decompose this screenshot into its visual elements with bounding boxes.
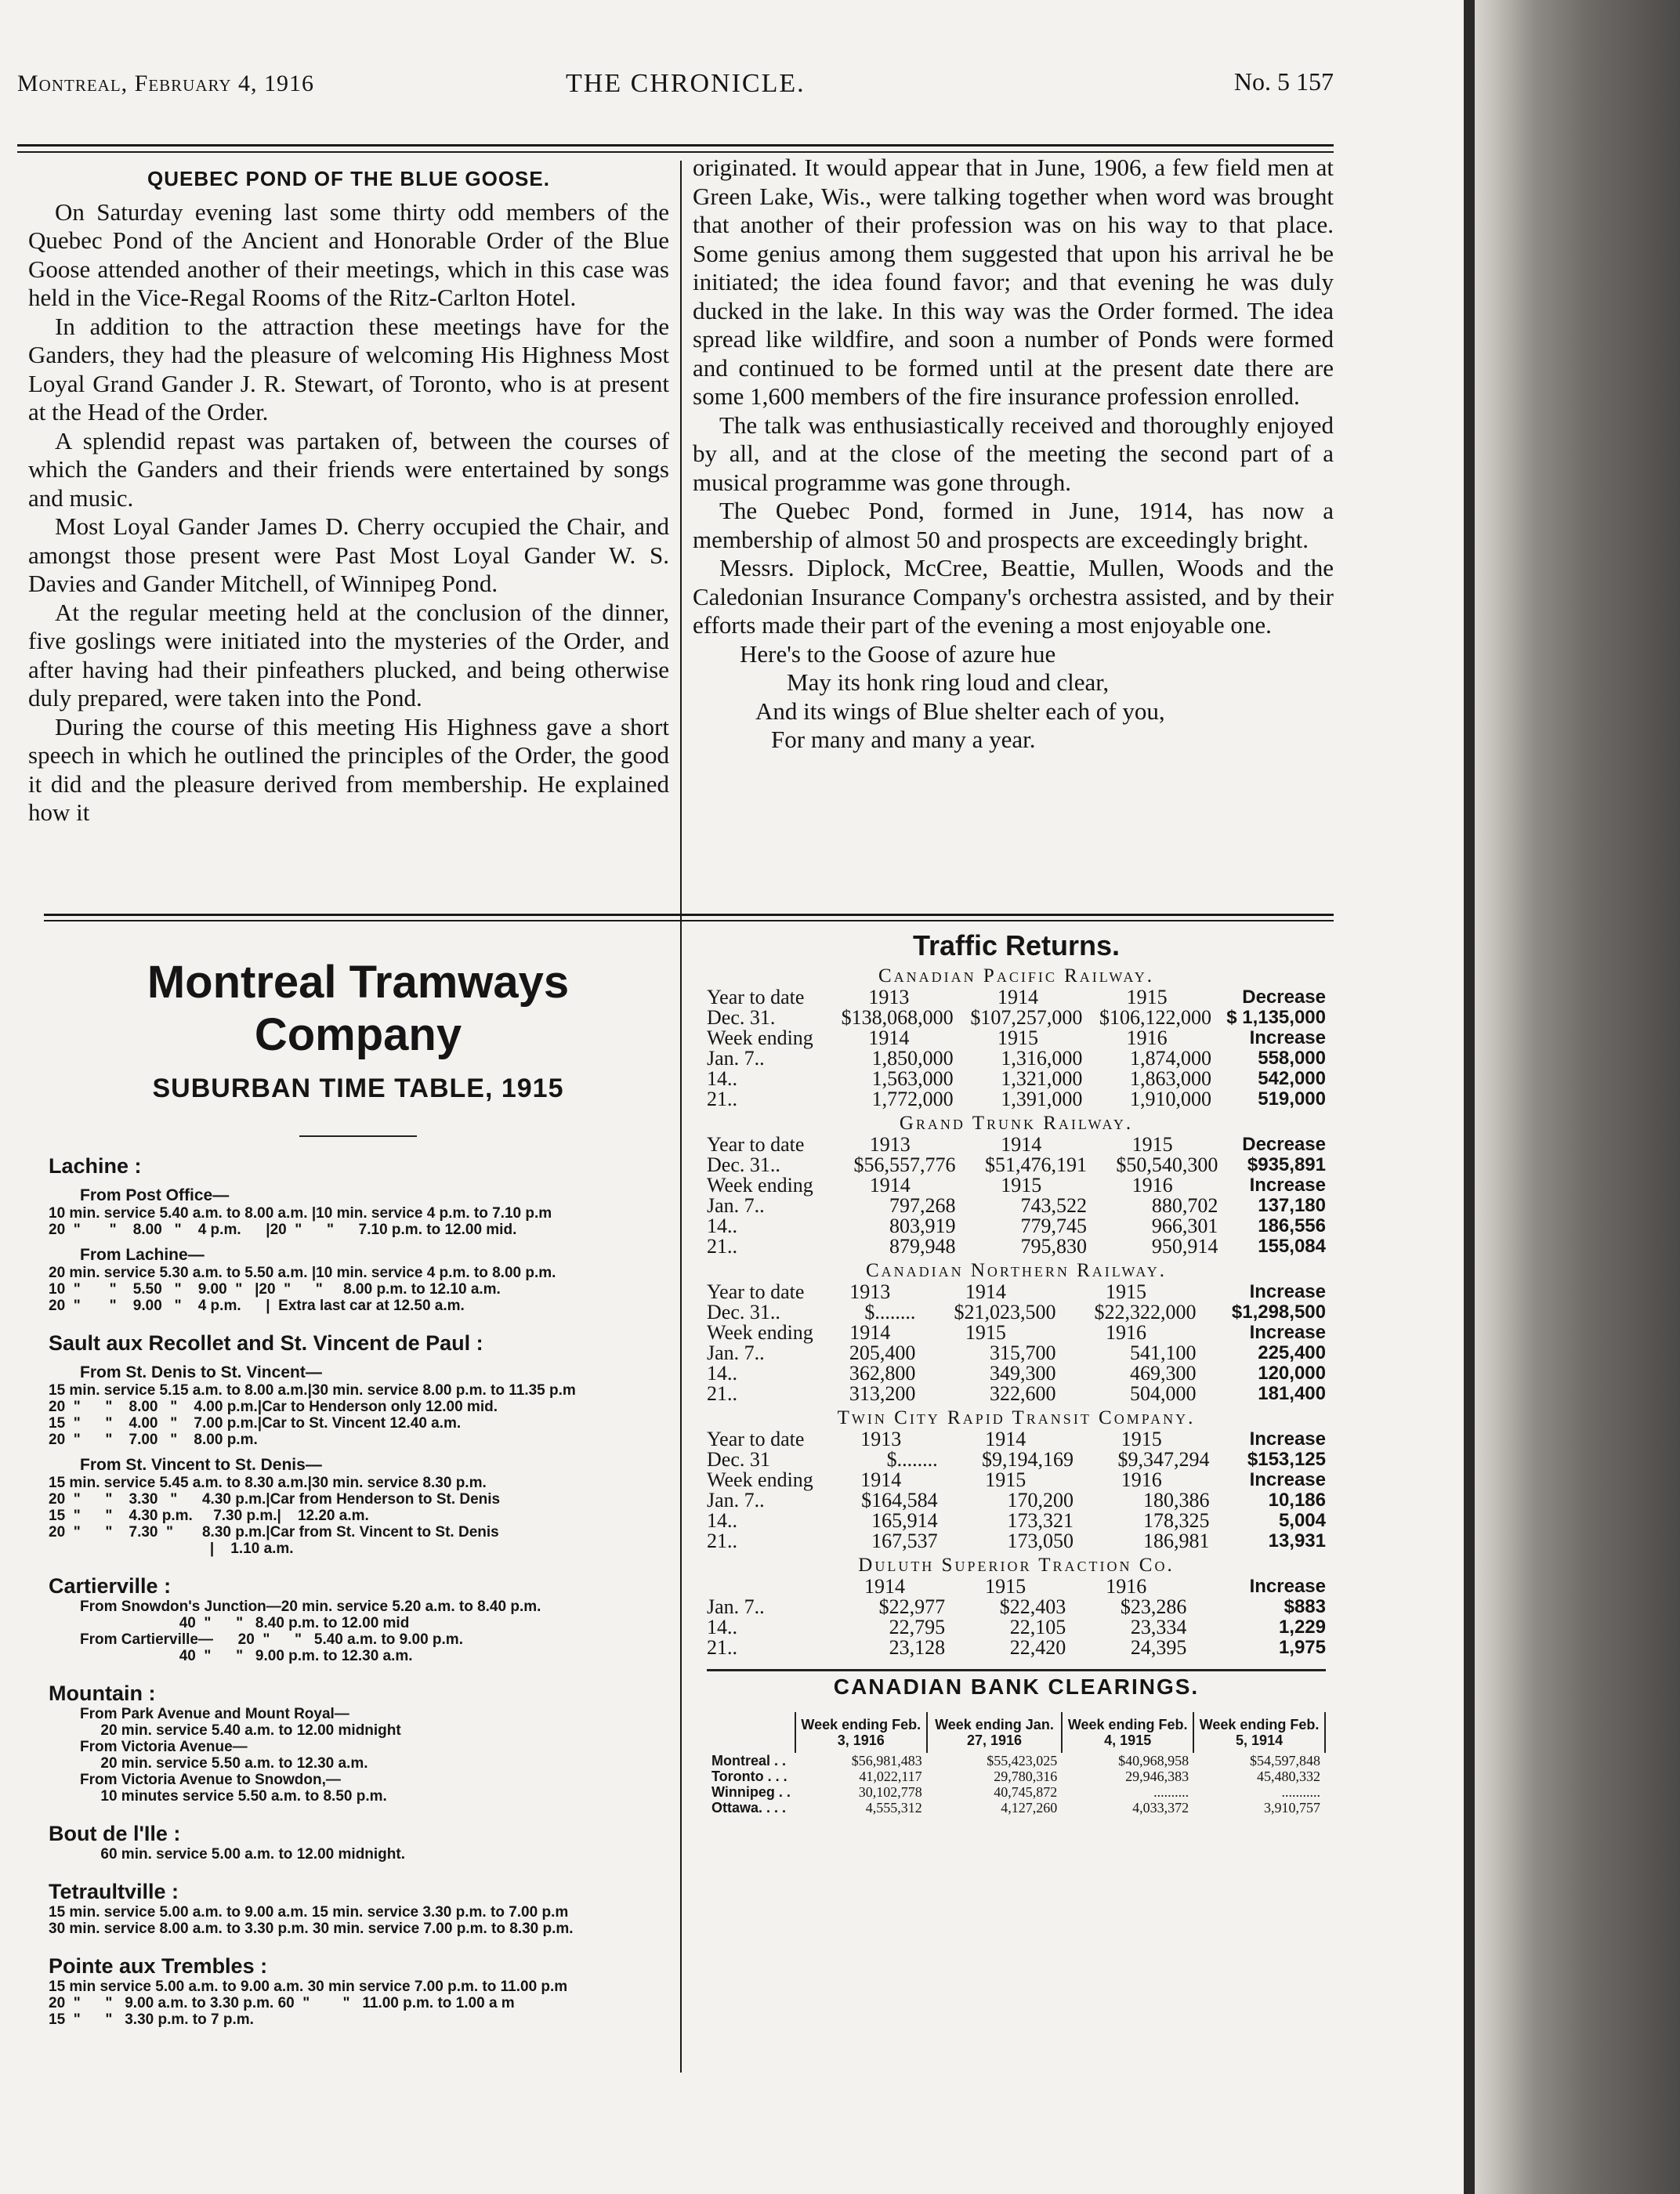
table-row [707, 987, 1326, 1008]
bank-corner-cell [707, 1712, 795, 1753]
table-cell: 3,910,757 [1264, 1800, 1320, 1816]
table-cell: 1,863,000 [1129, 1067, 1211, 1090]
table-cell: 1,910,000 [1129, 1088, 1211, 1110]
route-heading: Lachine : [49, 1154, 142, 1178]
article-paragraph: Messrs. Diplock, McCree, Beattie, Mullen, Woods and the Caledonian Insurance Company's orchestra assisted, and by their efforts made their part of the evening a most enjoyable one. [693, 554, 1334, 639]
table-cell: $106,122,000 [1099, 1006, 1211, 1029]
book-binding-edge [1473, 0, 1680, 2194]
table-cell: $55,423,025 [987, 1753, 1058, 1769]
table-row [707, 1638, 1326, 1658]
table-cell: 14.. [707, 1616, 737, 1638]
table-row [707, 1216, 1326, 1236]
verse-line: Here's to the Goose of azure hue [740, 639, 1056, 668]
table-cell: $40,968,958 [1118, 1753, 1189, 1769]
page-gutter-shadow [1464, 0, 1475, 2194]
table-row [707, 1236, 1326, 1257]
table-cell: 22,105 [1009, 1616, 1066, 1638]
table-cell: Increase [1249, 1428, 1326, 1450]
table-cell: 21.. [707, 1636, 737, 1659]
table-cell: Week ending [707, 1321, 813, 1344]
table-cell: $22,322,000 [1094, 1301, 1197, 1323]
bank-rule [707, 1669, 1326, 1671]
table-cell: 1916 [1126, 1026, 1168, 1049]
table-cell: $1,298,500 [1231, 1302, 1326, 1323]
table-cell: 797,268 [889, 1194, 956, 1217]
tramways-title: Montreal Tramways Company [147, 957, 570, 1060]
table-cell: 21.. [707, 1530, 737, 1552]
table-cell: 137,180 [1258, 1195, 1326, 1216]
table-cell: $56,981,483 [851, 1753, 922, 1769]
table-cell: 1915 [965, 1321, 1006, 1344]
route-schedule: 15 min. service 5.15 a.m. to 8.00 a.m.|30 min. service 8.00 p.m. to 11.35 p.m 20 " " 8.00 " 4.00 p.m.|Car to Henderson only 12.00 mid. 15 " " 4.00 " 7.00 p.m.|Car to St. Vincent 12.40 a.m. 20 " " 7.00 " 8.00 p.m. [49, 1382, 576, 1448]
table-cell: 743,522 [1020, 1194, 1087, 1217]
table-cell: 1915 [985, 1575, 1026, 1598]
table-cell: 14.. [707, 1067, 737, 1090]
table-row [707, 1800, 1325, 1816]
table-row [707, 1490, 1326, 1511]
table-row [707, 1048, 1326, 1069]
header-place-date: Montreal, February 4, 1916 [17, 71, 315, 96]
table-cell: $54,597,848 [1250, 1753, 1320, 1769]
table-row [707, 1135, 1326, 1155]
route-schedule: 15 min. service 5.45 a.m. to 8.30 a.m.|30 min. service 8.30 p.m. 20 " " 3.30 " 4.30 p.m.|Car from Henderson to St. Denis 15 " " 4.30 p.m. 7.30 p.m.| 12.20 a.m. 20 " " 7.30 " 8.30 p.m.|Car from St. Vincent to St. Denis | 1.10 a.m. [49, 1475, 501, 1557]
bank-column-header: Week ending Feb. 3, 1916 [795, 1712, 927, 1753]
railway-tables [707, 965, 1326, 1658]
table-cell: 14.. [707, 1509, 737, 1532]
table-cell: Increase [1249, 1175, 1326, 1196]
table-cell: 1,850,000 [871, 1047, 954, 1070]
table-cell: .......... [1153, 1784, 1189, 1800]
table-cell [707, 1577, 824, 1597]
table-cell: 186,981 [1143, 1530, 1210, 1552]
table-cell: $883 [1284, 1596, 1326, 1617]
table-cell: 29,780,316 [994, 1769, 1058, 1784]
bank-column-header: Week ending Jan. 27, 1916 [927, 1712, 1063, 1753]
table-cell: 1914 [985, 1428, 1026, 1450]
table-cell: 966,301 [1151, 1215, 1218, 1237]
table-cell: 173,050 [1007, 1530, 1074, 1552]
table-cell: Increase [1249, 1322, 1326, 1343]
table-cell: 13,931 [1268, 1530, 1326, 1551]
railway-name: Duluth Superior Traction Co. [858, 1555, 1175, 1576]
table-cell: 880,702 [1151, 1194, 1218, 1217]
table-cell: 170,200 [1007, 1489, 1074, 1512]
table-cell: 1916 [1105, 1321, 1146, 1344]
table-cell: Jan. 7.. [707, 1047, 765, 1070]
header-title: THE CHRONICLE. [566, 69, 806, 98]
railway-name: Twin City Rapid Transit Company. [837, 1407, 1196, 1428]
table-cell: 4,033,372 [1132, 1800, 1189, 1816]
table-row [707, 1069, 1326, 1089]
table-cell: $22,403 [999, 1595, 1066, 1618]
table-cell: 1916 [1106, 1575, 1147, 1598]
table-cell: 1,874,000 [1129, 1047, 1211, 1070]
table-cell: 1915 [1001, 1174, 1042, 1197]
table-cell: 950,914 [1151, 1235, 1218, 1258]
route-schedule: From Snowdon's Junction—20 min. service 5.20 a.m. to 8.40 p.m. 40 " " 8.40 p.m. to 12.00 mid From Cartierville— 20 " " 5.40 a.m. to 9.00 p.m. 40 " " 9.00 p.m. to 12.30 a.m. [80, 1598, 541, 1664]
table-cell: 1914 [860, 1468, 902, 1491]
table-cell: 181,400 [1258, 1383, 1326, 1404]
table-cell: $9,194,169 [982, 1448, 1074, 1471]
table-cell: 120,000 [1258, 1363, 1326, 1384]
table-cell: 1914 [869, 1174, 911, 1197]
table-row [707, 1384, 1326, 1404]
bank-column-header: Week ending Feb. 4, 1915 [1062, 1712, 1193, 1753]
table-cell: 795,830 [1020, 1235, 1087, 1258]
route-subheading: From St. Vincent to St. Denis— [80, 1456, 322, 1474]
table-row [707, 1323, 1326, 1343]
table-cell: 541,100 [1130, 1341, 1197, 1364]
traffic-returns [707, 929, 1326, 1816]
verse-line: For many and many a year. [771, 726, 1036, 753]
article-left-column [28, 165, 669, 827]
header-rule-bottom [17, 151, 1334, 153]
table-row [707, 1784, 1325, 1800]
table-cell: 10,186 [1268, 1490, 1326, 1511]
route-subheading: From Lachine— [80, 1246, 205, 1264]
table-cell: 1915 [1126, 986, 1168, 1008]
bank-column-header: Week ending Feb. 5, 1914 [1193, 1712, 1325, 1753]
table-row [707, 1450, 1326, 1470]
table-cell: 5,004 [1278, 1510, 1326, 1531]
table-cell: $153,125 [1247, 1449, 1326, 1470]
table-row [707, 1531, 1326, 1551]
table-row [707, 1175, 1326, 1196]
table-cell: 1915 [1105, 1280, 1146, 1303]
table-cell: $ 1,135,000 [1226, 1007, 1326, 1028]
table-cell: 1,229 [1278, 1617, 1326, 1638]
table-cell: $50,540,300 [1116, 1153, 1218, 1176]
table-row [707, 1343, 1326, 1363]
table-row [707, 1597, 1326, 1617]
table-cell: $23,286 [1120, 1595, 1187, 1618]
railway-name: Canadian Pacific Railway. [878, 965, 1154, 987]
table-cell: 23,128 [889, 1636, 946, 1659]
table-cell: 779,745 [1020, 1215, 1087, 1237]
route-schedule: 10 min. service 5.40 a.m. to 8.00 a.m. |10 min. service 4 p.m. to 7.10 p.m 20 " " 8.00 " 4 p.m. |20 " " 7.10 p.m. to 12.00 mid. [49, 1205, 552, 1238]
table-cell: $21,023,500 [954, 1301, 1056, 1323]
tramways-timetable [49, 956, 668, 2028]
table-cell: $9,347,294 [1117, 1448, 1210, 1471]
table-cell: 362,800 [849, 1362, 916, 1385]
table-cell: Year to date [707, 986, 805, 1008]
table-cell: 24,395 [1130, 1636, 1187, 1659]
table-cell: 1914 [1001, 1133, 1042, 1156]
table-cell: Year to date [707, 1133, 805, 1156]
article-right-column [693, 154, 1334, 755]
table-cell: 4,555,312 [865, 1800, 922, 1816]
table-cell: 1913 [869, 1133, 911, 1156]
table-row [707, 1769, 1325, 1784]
article-paragraph: The talk was enthusiastically received and thoroughly enjoyed by all, and at the close of the meeting the second part of a musical programme was gone through. [693, 411, 1334, 496]
article-heading: QUEBEC POND OF THE BLUE GOOSE. [147, 167, 550, 190]
bank-clearings-title: CANADIAN BANK CLEARINGS. [833, 1674, 1200, 1699]
table-cell: 469,300 [1130, 1362, 1197, 1385]
table-cell: 803,919 [889, 1215, 956, 1237]
table-row [707, 1470, 1326, 1490]
verse-line: May its honk ring loud and clear, [787, 668, 1110, 696]
table-cell: $107,257,000 [970, 1006, 1083, 1029]
table-cell: 879,948 [889, 1235, 956, 1258]
column-divider-bottom [680, 929, 682, 2073]
table-cell: 1,316,000 [1001, 1047, 1083, 1070]
table-cell: 1915 [1121, 1428, 1162, 1450]
table-row [707, 1282, 1326, 1302]
route-subheading: From Post Office— [80, 1186, 230, 1204]
table-cell: 349,300 [989, 1362, 1056, 1385]
tramways-subtitle: SUBURBAN TIME TABLE, 1915 [152, 1073, 564, 1103]
table-cell: 165,914 [871, 1509, 938, 1532]
bank-city: Montreal . . [711, 1753, 787, 1769]
table-cell: Decrease [1242, 1134, 1326, 1155]
railway-name: Grand Trunk Railway. [899, 1113, 1134, 1134]
section-rule-top [44, 914, 1334, 916]
article-paragraph: During the course of this meeting His Highness gave a short speech in which he outlined the principles of the Order, the good it did and the pleasure derived from membership. He explained how it [28, 712, 669, 826]
table-cell: 178,325 [1143, 1509, 1210, 1532]
table-cell: 1915 [985, 1468, 1026, 1491]
table-row [707, 1429, 1326, 1450]
bank-clearings-table [707, 1712, 1326, 1816]
article-paragraph: At the regular meeting held at the conclusion of the dinner, five goslings were initiated into the mysteries of the Order, and after having had their pinfeathers plucked, and being otherwise duly prepared, were taken into the Pond. [28, 598, 669, 711]
table-row [707, 1363, 1326, 1384]
table-cell: Jan. 7.. [707, 1489, 765, 1512]
table-cell: 1916 [1131, 1174, 1173, 1197]
table-row [707, 1155, 1326, 1175]
table-cell: 22,795 [889, 1616, 946, 1638]
table-cell: Increase [1249, 1469, 1326, 1490]
table-cell: 180,386 [1143, 1489, 1210, 1512]
table-cell: $935,891 [1247, 1154, 1326, 1175]
table-cell: 29,946,383 [1125, 1769, 1189, 1784]
article-paragraph: In addition to the attraction these meetings have for the Ganders, they had the pleasure of welcoming His Highness Most Loyal Grand Gander J. R. Stewart, of Toronto, who is at present at the Head of the Order. [28, 312, 669, 425]
table-cell: 1915 [1131, 1133, 1173, 1156]
route-heading: Bout de l'Ile : [49, 1822, 181, 1845]
table-cell: Week ending [707, 1174, 813, 1197]
table-cell: 40,745,872 [994, 1784, 1058, 1800]
table-cell: 4,127,260 [1001, 1800, 1058, 1816]
route-heading: Mountain : [49, 1682, 156, 1705]
route-heading: Pointe aux Trembles : [49, 1954, 268, 1978]
railway-returns-table [707, 1135, 1326, 1257]
railway-returns-table [707, 1577, 1326, 1658]
table-cell: 1914 [997, 986, 1038, 1008]
table-cell: 41,022,117 [859, 1769, 922, 1784]
table-row [707, 1753, 1325, 1769]
table-cell: Jan. 7.. [707, 1194, 765, 1217]
table-cell: 1913 [860, 1428, 902, 1450]
article-paragraph: Most Loyal Gander James D. Cherry occupied the Chair, and amongst those present were Past Most Loyal Gander W. S. Davies and Gander Mitchell, of Winnipeg Pond. [28, 512, 669, 597]
table-cell: 1914 [864, 1575, 906, 1598]
railway-returns-table [707, 1429, 1326, 1551]
table-cell: Week ending [707, 1468, 813, 1491]
route-schedule: 20 min. service 5.30 a.m. to 5.50 a.m. |10 min. service 4 p.m. to 8.00 p.m. 10 " " 5.50 " 9.00 " |20 " " 8.00 p.m. to 12.10 a.m. 20 " " 9.00 " 4 p.m. | Extra last car at 12.50 a.m. [49, 1265, 556, 1314]
table-cell: Dec. 31. [707, 1006, 776, 1029]
article-paragraph: On Saturday evening last some thirty odd members of the Quebec Pond of the Ancient and Honorable Order of the Blue Goose attended another of their meetings, which in this case was held in the Vice-Regal Rooms of the Ritz-Carlton Hotel. [28, 197, 669, 311]
table-cell: $164,584 [861, 1489, 938, 1512]
column-divider-top [680, 161, 682, 929]
table-cell: Increase [1249, 1281, 1326, 1302]
table-row [707, 1617, 1326, 1638]
table-cell: 313,200 [849, 1382, 916, 1405]
table-cell: 1,391,000 [1001, 1088, 1083, 1110]
header-rule-top [17, 144, 1334, 147]
table-cell: 205,400 [849, 1341, 916, 1364]
table-cell: 45,480,332 [1257, 1769, 1320, 1784]
table-row [707, 1511, 1326, 1531]
bank-city: Ottawa. . . . [711, 1800, 787, 1816]
table-cell: 186,556 [1258, 1215, 1326, 1236]
route-heading: Sault aux Recollet and St. Vincent de Paul : [49, 1331, 483, 1355]
table-cell: 315,700 [989, 1341, 1056, 1364]
table-cell: ........... [1281, 1784, 1320, 1800]
verse-line: And its wings of Blue shelter each of you, [755, 697, 1165, 725]
table-cell: Increase [1249, 1027, 1326, 1048]
table-cell: 1914 [849, 1321, 891, 1344]
table-cell: $56,557,776 [853, 1153, 956, 1176]
route-schedule: 60 min. service 5.00 a.m. to 12.00 midnight. [80, 1846, 406, 1863]
table-row [707, 1302, 1326, 1323]
table-cell: 173,321 [1007, 1509, 1074, 1532]
route-heading: Tetraultville : [49, 1880, 179, 1903]
header-issue: No. 5 157 [1233, 67, 1334, 96]
article-paragraph: originated. It would appear that in June, 1906, a few field men at Green Lake, Wis., were talking together when word was brought that another of their profession was on his way to that place. Some genius among them suggested that upon his arrival he be initiated; the idea found favor; and that evening he was duly ducked in the lake. In this way was the Order formed. The idea spread like wildfire, and soon a number of Ponds were formed and continued to be formed until at the present date there are some 1,600 members of the fire insurance profession enrolled. [693, 154, 1334, 410]
route-schedule: 15 min service 5.00 a.m. to 9.00 a.m. 30 min service 7.00 p.m. to 11.00 p.m 20 " " 9.00 a.m. to 3.30 p.m. 60 " " 11.00 p.m. to 1.00 a m 15 " " 3.30 p.m. to 7 p.m. [49, 1979, 568, 2028]
bank-city: Winnipeg . . [711, 1784, 791, 1800]
table-cell: Dec. 31.. [707, 1301, 780, 1323]
table-cell: 155,084 [1258, 1236, 1326, 1257]
verse [693, 640, 1334, 755]
table-cell: 21.. [707, 1088, 737, 1110]
route-schedule: From Park Avenue and Mount Royal— 20 min. service 5.40 a.m. to 12.00 midnight From Victoria Avenue— 20 min. service 5.50 a.m. to 12.30 a.m. From Victoria Avenue to Snowdon,— 10 minutes service 5.50 a.m. to 8.50 p.m. [80, 1706, 401, 1805]
table-cell: 558,000 [1258, 1048, 1326, 1069]
article-paragraph: A splendid repast was partaken of, between the courses of which the Ganders and their friends were entertained by songs and music. [28, 426, 669, 512]
table-cell: 225,400 [1258, 1342, 1326, 1363]
table-cell: Jan. 7.. [707, 1595, 765, 1618]
table-cell: Decrease [1242, 987, 1326, 1008]
table-cell: 542,000 [1258, 1068, 1326, 1089]
bank-clearings-body [707, 1753, 1325, 1816]
table-cell: 1916 [1121, 1468, 1162, 1491]
table-cell: 14.. [707, 1362, 737, 1385]
railway-name: Canadian Northern Railway. [865, 1260, 1168, 1281]
table-cell: $51,476,191 [984, 1153, 1087, 1176]
table-cell: 1913 [849, 1280, 891, 1303]
table-cell: 322,600 [989, 1382, 1056, 1405]
table-cell: Week ending [707, 1026, 813, 1049]
table-cell: $........ [886, 1448, 938, 1471]
table-cell: Dec. 31 [707, 1448, 770, 1471]
table-cell: Jan. 7.. [707, 1341, 765, 1364]
table-cell: Increase [1249, 1576, 1326, 1597]
table-cell: 504,000 [1130, 1382, 1197, 1405]
table-cell: 1914 [868, 1026, 910, 1049]
table-cell: 1913 [868, 986, 910, 1008]
table-cell: 519,000 [1258, 1088, 1326, 1110]
table-row [707, 1577, 1326, 1597]
railway-returns-table [707, 1282, 1326, 1404]
table-cell: 21.. [707, 1382, 737, 1405]
table-cell: 22,420 [1009, 1636, 1066, 1659]
table-cell: 1,321,000 [1001, 1067, 1083, 1090]
table-cell: $22,977 [878, 1595, 946, 1618]
bank-city: Toronto . . . [711, 1769, 788, 1784]
table-cell: 14.. [707, 1215, 737, 1237]
table-cell: Year to date [707, 1428, 805, 1450]
table-cell: 1915 [997, 1026, 1038, 1049]
traffic-title: Traffic Returns. [912, 929, 1121, 961]
table-cell: 167,537 [871, 1530, 938, 1552]
table-cell: 30,102,778 [858, 1784, 922, 1800]
railway-returns-table [707, 987, 1326, 1110]
table-cell: 1,772,000 [871, 1088, 954, 1110]
table-cell: 1,563,000 [871, 1067, 954, 1090]
table-cell: 1914 [965, 1280, 1006, 1303]
article-paragraph: The Quebec Pond, formed in June, 1914, has now a membership of almost 50 and prospects are exceedingly bright. [693, 497, 1334, 553]
table-cell: Year to date [707, 1280, 805, 1303]
table-row [707, 1008, 1326, 1028]
route-heading: Cartierville : [49, 1574, 172, 1598]
table-cell: 23,334 [1130, 1616, 1187, 1638]
table-row [707, 1089, 1326, 1110]
table-cell: $138,068,000 [841, 1006, 954, 1029]
page-header [17, 47, 1334, 98]
table-cell: 1,975 [1278, 1637, 1326, 1658]
newspaper-page [17, 47, 1334, 2028]
route-schedule: 15 min. service 5.00 a.m. to 9.00 a.m. 15 min. service 3.30 p.m. to 7.00 p.m 30 min. service 8.00 a.m. to 3.30 p.m. 30 min. service 7.00 p.m. to 8.30 p.m. [49, 1904, 574, 1937]
table-cell: Dec. 31.. [707, 1153, 780, 1176]
table-cell: $........ [864, 1301, 916, 1323]
table-row [707, 1028, 1326, 1048]
section-rule-bottom [44, 920, 1334, 921]
table-cell: 21.. [707, 1235, 737, 1258]
route-subheading: From St. Denis to St. Vincent— [80, 1363, 322, 1381]
table-row [707, 1196, 1326, 1216]
tramways-divider [299, 1135, 417, 1137]
